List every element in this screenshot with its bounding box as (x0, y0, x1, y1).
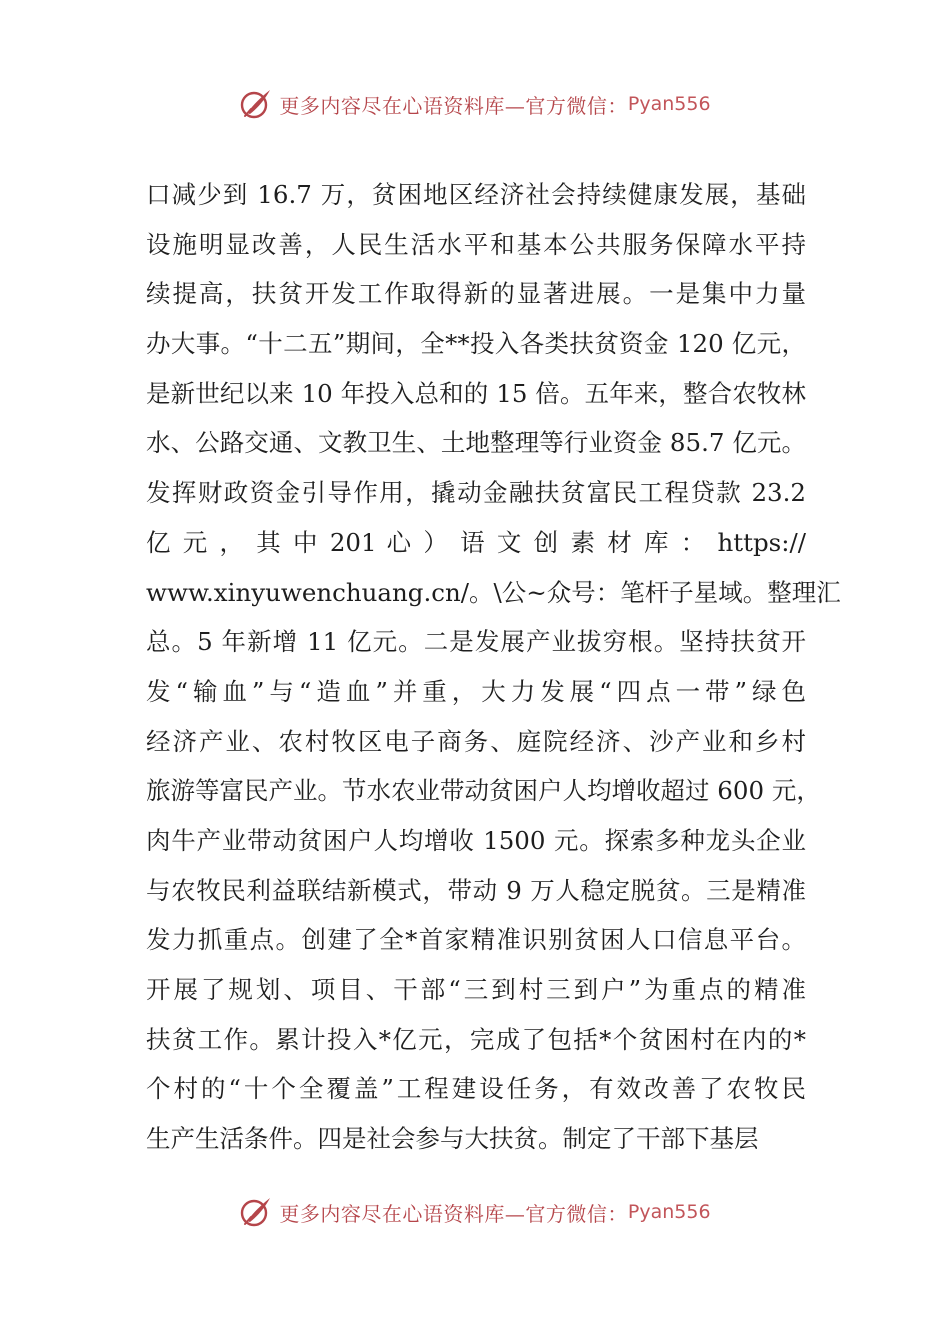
text-line: 发力抓重点。创建了全*首家精准识别贫困人口信息平台。 (146, 925, 806, 955)
text-line: 是新世纪以来 10 年投入总和的 15 倍。五年来，整合农牧林 (146, 378, 806, 408)
banner-text: 更多内容尽在心语资料库—官方微信： (279, 1201, 628, 1226)
text-line: 经济产业、农村牧区电子商务、庭院经济、沙产业和乡村 (146, 726, 806, 756)
text-line: www.xinyuwenchuang.cn/。\公~众号：笔杆子星域。整理汇 (146, 577, 841, 607)
header-banner (0, 84, 950, 124)
banner-text: 更多内容尽在心语资料库—官方微信： (279, 93, 628, 118)
text-line: 办大事。“十二五”期间，全**投入各类扶贫资金 120 亿元， (146, 329, 806, 359)
banner-wechat-id: Pyan556 (627, 1201, 711, 1223)
text-line: 肉牛产业带动贫困户人均增收 1500 元。探索多种龙头企业 (146, 825, 806, 855)
text-line: 水、公路交通、文教卫生、土地整理等行业资金 85.7 亿元。 (146, 428, 806, 458)
text-line: 亿 元 ， 其 中 201 心 ） 语 文 创 素 材 库 ： https:// (146, 527, 806, 557)
text-line: 开展了规划、项目、干部“三到村三到户”为重点的精准 (146, 975, 806, 1004)
text-line: 与农牧民利益联结新模式，带动 9 万人稳定脱贫。三是精准 (146, 875, 806, 905)
text-line: 旅游等富民产业。节水农业带动贫困户人均增收超过 600 元， (146, 776, 821, 806)
text-line: 总。5 年新增 11 亿元。二是发展产业拔穷根。坚持扶贫开 (146, 627, 806, 657)
text-line: 口减少到 16.7 万，贫困地区经济社会持续健康发展，基础 (146, 180, 806, 209)
body-text (146, 170, 841, 1164)
footer-banner (0, 1192, 950, 1232)
banner-wechat-id: Pyan556 (627, 93, 711, 115)
text-line: 个村的“十个全覆盖”工程建设任务，有效改善了农牧民 (146, 1074, 806, 1104)
text-line: 设施明显改善，人民生活水平和基本公共服务保障水平持 (146, 229, 806, 259)
text-line: 扶贫工作。累计投入*亿元，完成了包括*个贫困村在内的* (146, 1024, 806, 1054)
quill-emblem-icon (239, 87, 273, 121)
text-line: 发“输血”与“造血”并重，大力发展“四点一带”绿色 (146, 676, 806, 706)
text-line: 续提高，扶贫开发工作取得新的显著进展。一是集中力量 (146, 279, 806, 309)
quill-emblem-icon (239, 1195, 273, 1229)
text-line: 生产生活条件。四是社会参与大扶贫。制定了干部下基层 (146, 1124, 759, 1154)
text-line: 发挥财政资金引导作用，撬动金融扶贫富民工程贷款 23.2 (146, 478, 806, 508)
